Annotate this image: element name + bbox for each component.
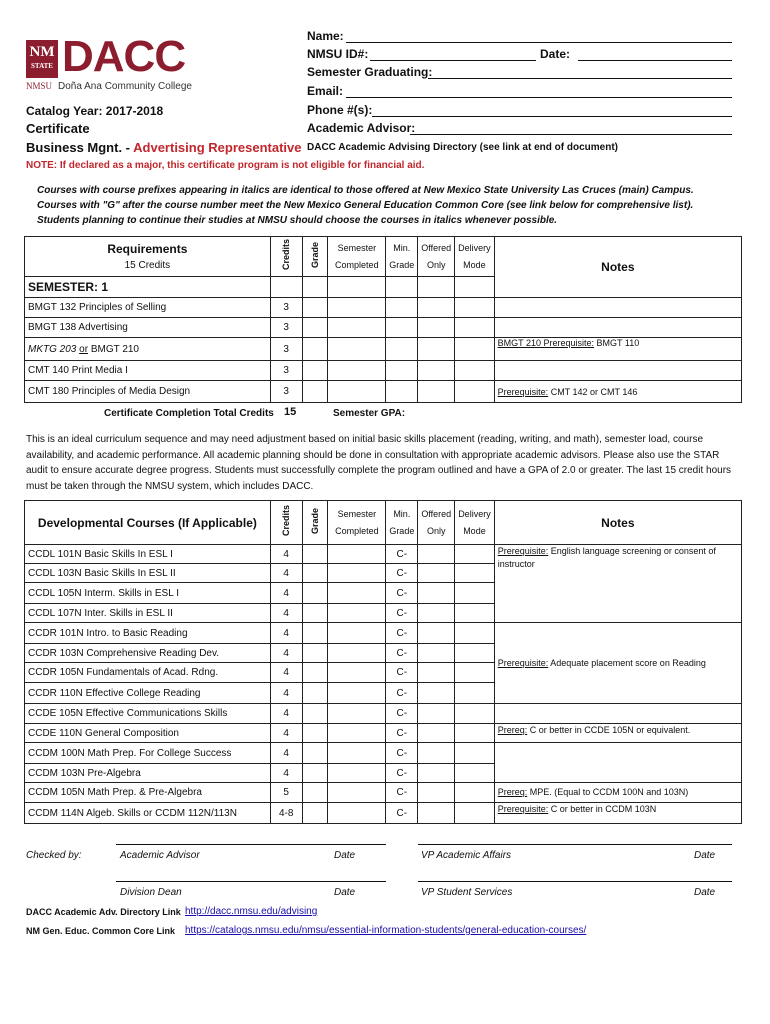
notes-cell — [494, 381, 741, 403]
table-row — [25, 704, 742, 724]
course-name: CCDE 105N Effective Communications Skills — [25, 704, 271, 724]
course-or: or — [79, 343, 89, 355]
common-core-link[interactable]: https://catalogs.nmsu.edu/nmsu/essential-information-students/general-education-courses/ — [185, 925, 587, 936]
min-grade: C- — [386, 545, 418, 564]
semester-completed-cell[interactable] — [328, 564, 386, 583]
delivery-mode-cell — [455, 783, 495, 803]
table-row — [25, 783, 742, 803]
course-credits: 5 — [270, 783, 302, 803]
program-prefix: Business Mgnt. - — [26, 140, 134, 155]
course-credits: 3 — [270, 361, 302, 381]
min-grade: C- — [386, 663, 418, 683]
offered-only-cell — [418, 663, 455, 683]
course-name: CCDE 110N General Composition — [25, 724, 271, 743]
credits-header — [270, 237, 302, 277]
course-name: CCDM 103N Pre-Algebra — [25, 764, 271, 783]
grade-cell[interactable] — [302, 644, 328, 663]
offered-only-cell — [418, 644, 455, 663]
logo-college-text: Doña Ana Community College — [58, 81, 192, 92]
directory-link-label: DACC Academic Adv. Directory Link — [26, 907, 181, 917]
min-grade: C- — [386, 743, 418, 764]
table-row — [25, 298, 742, 318]
semester-completed-cell[interactable] — [328, 318, 386, 338]
offered-only-cell — [418, 704, 455, 724]
curriculum-note: This is an ideal curriculum sequence and may need adjustment based on initial basic skills placement (reading, writing, and math), semester load, course availability, and academic performance. All academic planning should be done in consultation with appropriate academic advisors. Please also use the STAR audit to ensure accurate degree progress. Students must successfully complete the program outlined and have a GPA of 2.0 or greater. The last 15 credit hours must be taken through the NMSU system, which includes DACC. — [26, 434, 732, 492]
date-label: Date: — [540, 47, 571, 61]
vp-student-date-label: Date — [694, 887, 716, 898]
course-name: CCDR 105N Fundamentals of Acad. Rdng. — [25, 663, 271, 683]
min-grade-text: Grade — [389, 259, 415, 270]
semester-text: Semester — [337, 242, 377, 253]
vp-academic-date-label: Date — [694, 850, 716, 861]
grade-cell[interactable] — [302, 381, 328, 403]
name-label: Name: — [307, 29, 344, 43]
semester-gpa-label: Semester GPA: — [333, 408, 406, 419]
grade-cell[interactable] — [302, 564, 328, 583]
logo-dacc-text: DACC — [62, 32, 186, 81]
requirements-title-cell — [25, 237, 271, 277]
offered-only-cell — [418, 783, 455, 803]
academic-advisor-label: Academic Advisor: — [307, 121, 416, 135]
delivery-mode-cell — [455, 583, 495, 604]
grade-cell[interactable] — [302, 338, 328, 361]
note-prereq-text: CMT 142 or CMT 146 — [548, 386, 638, 397]
requirements-credits: 15 Credits — [124, 260, 171, 271]
course-credits: 4 — [270, 644, 302, 663]
course-credits: 4 — [270, 764, 302, 783]
semester-text: Semester — [337, 508, 377, 519]
semester-label: SEMESTER: 1 — [25, 277, 271, 298]
grade-header-text: Grade — [309, 507, 320, 534]
min-grade: C- — [386, 683, 418, 704]
program-title — [26, 140, 301, 155]
course-name: CCDR 110N Effective College Reading — [25, 683, 271, 704]
semester-completed-cell[interactable] — [328, 545, 386, 564]
notes-cell — [494, 298, 741, 318]
logo-nm-text: NM — [29, 44, 55, 60]
min-text: Min. — [393, 508, 411, 519]
semester-completed-header — [328, 237, 386, 277]
common-core-link-label: NM Gen. Educ. Common Core Link — [26, 926, 176, 936]
note-prereq-text: C or better in CCDE 105N or equivalent. — [527, 725, 691, 735]
course-alt: BMGT 210 — [90, 343, 139, 355]
min-grade: C- — [386, 764, 418, 783]
offered-only-cell — [418, 683, 455, 704]
notes-header: Notes — [494, 237, 741, 298]
course-name: CCDM 114N Algeb. Skills or CCDM 112N/113N — [25, 803, 271, 824]
delivery-mode-cell — [455, 545, 495, 564]
nmsu-id-label: NMSU ID#: — [307, 47, 369, 61]
delivery-mode-cell — [455, 564, 495, 583]
name-field[interactable] — [346, 42, 732, 43]
vp-student-signature-line[interactable] — [418, 881, 732, 882]
date-field[interactable] — [578, 60, 732, 61]
course-credits: 4 — [270, 583, 302, 604]
note-prereq-label: Prerequisite: — [497, 386, 549, 397]
division-dean-label: Division Dean — [120, 887, 182, 898]
course-credits: 3 — [270, 338, 302, 361]
semester-completed-cell[interactable] — [328, 724, 386, 743]
semester-completed-cell[interactable] — [328, 623, 386, 644]
credits-header-text: Credits — [281, 505, 292, 537]
course-name: BMGT 132 Principles of Selling — [25, 298, 271, 318]
table-row — [25, 724, 742, 743]
requirements-header-row — [25, 237, 742, 277]
notes-cell — [494, 783, 741, 803]
delivery-text: Delivery — [458, 242, 491, 253]
dean-date-label: Date — [334, 887, 356, 898]
semester-completed-cell[interactable] — [328, 604, 386, 623]
course-name: CCDM 105N Math Prep. & Pre-Algebra — [25, 783, 271, 803]
semester-completed-cell[interactable] — [328, 803, 386, 824]
vp-student-label: VP Student Services — [421, 887, 513, 898]
note-prereq-text: Adequate placement score on Reading — [548, 657, 706, 668]
course-name: CCDL 103N Basic Skills In ESL II — [25, 564, 271, 583]
grade-cell[interactable] — [302, 743, 328, 764]
dean-signature-line[interactable] — [116, 881, 386, 882]
delivery-mode-cell — [455, 724, 495, 743]
semester-completed-cell[interactable] — [328, 704, 386, 724]
certificate-label: Certificate — [26, 121, 90, 136]
vp-academic-label: VP Academic Affairs — [421, 850, 512, 861]
min-grade: C- — [386, 644, 418, 663]
delivery-mode-cell — [455, 764, 495, 783]
delivery-mode-header — [455, 237, 495, 277]
grade-cell[interactable] — [302, 783, 328, 803]
developmental-rows — [25, 545, 742, 824]
developmental-title: Developmental Courses (If Applicable) — [25, 501, 271, 545]
semester-completed-cell[interactable] — [328, 583, 386, 604]
logo-nmsu-text: NMSU — [26, 81, 53, 91]
table-row — [25, 318, 742, 338]
directory-link[interactable]: http://dacc.nmsu.edu/advising — [185, 906, 318, 917]
mode-text: Mode — [463, 259, 486, 270]
checked-by-label: Checked by: — [26, 850, 82, 861]
completed-text: Completed — [335, 525, 379, 536]
offered-only-cell — [418, 623, 455, 644]
semester-graduating-label: Semester Graduating: — [307, 65, 433, 79]
table-row — [25, 338, 742, 361]
course-credits: 4 — [270, 683, 302, 704]
table-row — [25, 361, 742, 381]
course-name: CMT 140 Print Media I — [25, 361, 271, 381]
academic-advisor-sig-label: Academic Advisor — [120, 850, 200, 861]
grade-cell[interactable] — [302, 604, 328, 623]
course-credits: 4 — [270, 704, 302, 724]
credits-header — [270, 501, 302, 545]
offered-only-cell — [418, 583, 455, 604]
total-credits-label: Certificate Completion Total Credits — [104, 408, 274, 419]
nmsu-dacc-logo — [26, 32, 196, 96]
offered-only-header — [418, 237, 455, 277]
note-prereq-label: BMGT 210 Prerequisite: — [497, 338, 595, 348]
phone-label: Phone #(s): — [307, 103, 373, 117]
course-credits: 3 — [270, 381, 302, 403]
course-credits: 4 — [270, 604, 302, 623]
note-prereq-label: Prerequisite: — [497, 546, 549, 556]
notes-cell — [494, 704, 741, 724]
course-name: CCDL 107N Inter. Skills in ESL II — [25, 604, 271, 623]
min-grade: C- — [386, 564, 418, 583]
course-name: BMGT 138 Advertising — [25, 318, 271, 338]
course-name: CCDR 103N Comprehensive Reading Dev. — [25, 644, 271, 663]
course-credits: 4 — [270, 564, 302, 583]
grade-cell[interactable] — [302, 623, 328, 644]
offered-text: Offered — [421, 242, 452, 253]
delivery-mode-header — [455, 501, 495, 545]
offered-only-cell — [418, 564, 455, 583]
note-prereq-label: Prerequisite: — [497, 657, 549, 668]
offered-only-cell — [418, 604, 455, 623]
semester-completed-cell[interactable] — [328, 338, 386, 361]
min-grade: C- — [386, 783, 418, 803]
semester-completed-header — [328, 501, 386, 545]
min-text: Min. — [393, 242, 411, 253]
semester-completed-cell[interactable] — [328, 298, 386, 318]
delivery-mode-cell — [455, 644, 495, 663]
semester-completed-cell[interactable] — [328, 361, 386, 381]
notes-cell — [494, 361, 741, 381]
delivery-mode-cell — [455, 803, 495, 824]
delivery-mode-cell — [455, 623, 495, 644]
semester-completed-cell[interactable] — [328, 783, 386, 803]
advisor-signature-line[interactable] — [116, 844, 386, 845]
course-credits: 4-8 — [270, 803, 302, 824]
min-grade-header — [386, 501, 418, 545]
catalog-year: Catalog Year: 2017-2018 — [26, 104, 164, 118]
table-row — [25, 623, 742, 644]
credits-header-text: Credits — [281, 239, 292, 271]
course-name: CMT 180 Principles of Media Design — [25, 381, 271, 403]
semester-completed-cell[interactable] — [328, 743, 386, 764]
completed-text: Completed — [335, 259, 379, 270]
only-text: Only — [427, 525, 446, 536]
requirements-title: Requirements — [107, 242, 188, 256]
advising-directory-note: DACC Academic Advising Directory (see link at end of document) — [307, 142, 618, 153]
offered-only-cell — [418, 724, 455, 743]
course-credits: 4 — [270, 623, 302, 644]
notes-cell — [494, 724, 741, 743]
course-credits: 3 — [270, 318, 302, 338]
grade-header — [302, 501, 328, 545]
program-name: Advertising Representative — [133, 140, 302, 155]
delivery-mode-cell — [455, 683, 495, 704]
min-grade: C- — [386, 704, 418, 724]
grade-cell[interactable] — [302, 683, 328, 704]
notes-cell — [494, 545, 741, 623]
offered-only-cell — [418, 803, 455, 824]
delivery-mode-cell — [455, 663, 495, 683]
course-credits: 4 — [270, 724, 302, 743]
email-label: Email: — [307, 84, 344, 98]
logo-state-text: STATE — [31, 62, 53, 70]
delivery-mode-cell — [455, 704, 495, 724]
course-credits: 4 — [270, 743, 302, 764]
min-grade-header — [386, 237, 418, 277]
grade-cell[interactable] — [302, 583, 328, 604]
note-prereq-text: C or better in CCDM 103N — [548, 804, 657, 814]
course-name — [25, 338, 271, 361]
phone-field[interactable] — [372, 116, 732, 117]
min-grade: C- — [386, 724, 418, 743]
note-prereq-text: MPE. (Equal to CCDM 100N and 103N) — [527, 787, 689, 797]
total-credits-value: 15 — [284, 406, 297, 418]
grade-cell[interactable] — [302, 361, 328, 381]
course-name: CCDL 101N Basic Skills In ESL I — [25, 545, 271, 564]
notes-cell — [494, 318, 741, 338]
semester-completed-cell[interactable] — [328, 644, 386, 663]
semester-completed-cell[interactable] — [328, 683, 386, 704]
grade-cell[interactable] — [302, 764, 328, 783]
course-name: CCDM 100N Math Prep. For College Success — [25, 743, 271, 764]
notes-cell — [494, 743, 741, 783]
requirements-table — [24, 236, 742, 403]
nmsu-id-field[interactable] — [370, 60, 536, 61]
grade-cell[interactable] — [302, 298, 328, 318]
note-prereq-label: Prereq: — [497, 725, 528, 735]
min-grade: C- — [386, 803, 418, 824]
nm-state-logo — [26, 40, 58, 78]
notes-cell — [494, 338, 741, 361]
developmental-table — [24, 500, 742, 824]
grade-header — [302, 237, 328, 277]
min-grade: C- — [386, 583, 418, 604]
grade-cell[interactable] — [302, 318, 328, 338]
table-row — [25, 545, 742, 564]
notes-header: Notes — [494, 501, 741, 545]
vp-academic-signature-line[interactable] — [418, 844, 732, 845]
semester-completed-cell[interactable] — [328, 381, 386, 403]
table-row — [25, 803, 742, 824]
email-field[interactable] — [346, 97, 732, 98]
table-row — [25, 381, 742, 403]
min-grade-text: Grade — [389, 525, 415, 536]
semester-completed-cell[interactable] — [328, 764, 386, 783]
offered-only-cell — [418, 764, 455, 783]
delivery-mode-cell — [455, 604, 495, 623]
intro-paragraph: Courses with course prefixes appearing in italics are identical to those offered at New Mexico State University Las Cruces (main) Campus. Courses with "G" after the course number meet the New Mexico General Education Common Core (see link below for comprehensive list). Students planning to continue their studies at NMSU should choose the courses in italics whenever possible. — [37, 185, 694, 226]
note-prereq-text: English language screening or consent of instructor — [497, 546, 716, 569]
semester-graduating-field[interactable] — [428, 78, 732, 79]
notes-cell — [494, 803, 741, 824]
note-prereq-label: Prereq: — [497, 787, 528, 797]
grade-cell[interactable] — [302, 545, 328, 564]
notes-cell — [494, 623, 741, 704]
mode-text: Mode — [463, 525, 486, 536]
offered-only-header — [418, 501, 455, 545]
min-grade: C- — [386, 623, 418, 644]
course-name: CCDL 105N Interm. Skills in ESL I — [25, 583, 271, 604]
course-italic: MKTG 203 — [28, 343, 77, 355]
min-grade: C- — [386, 604, 418, 623]
academic-advisor-field[interactable] — [410, 134, 732, 135]
only-text: Only — [426, 259, 446, 270]
course-credits: 4 — [270, 545, 302, 564]
grade-cell[interactable] — [302, 663, 328, 683]
delivery-mode-cell — [455, 743, 495, 764]
delivery-text: Delivery — [458, 508, 491, 519]
offered-only-cell — [418, 545, 455, 564]
grade-cell[interactable] — [302, 724, 328, 743]
grade-cell[interactable] — [302, 803, 328, 824]
note-prereq-text: BMGT 110 — [594, 338, 640, 348]
grade-header-text: Grade — [309, 241, 320, 268]
semester-completed-cell[interactable] — [328, 663, 386, 683]
course-credits: 4 — [270, 663, 302, 683]
advisor-date-label: Date — [334, 850, 356, 861]
offered-text: Offered — [421, 508, 452, 519]
note-prereq-label: Prerequisite: — [497, 804, 549, 814]
developmental-header-row — [25, 501, 742, 545]
table-row — [25, 743, 742, 764]
offered-only-cell — [418, 743, 455, 764]
course-credits: 3 — [270, 298, 302, 318]
grade-cell[interactable] — [302, 704, 328, 724]
financial-aid-note: NOTE: If declared as a major, this certificate program is not eligible for financial aid. — [26, 160, 425, 171]
course-name: CCDR 101N Intro. to Basic Reading — [25, 623, 271, 644]
